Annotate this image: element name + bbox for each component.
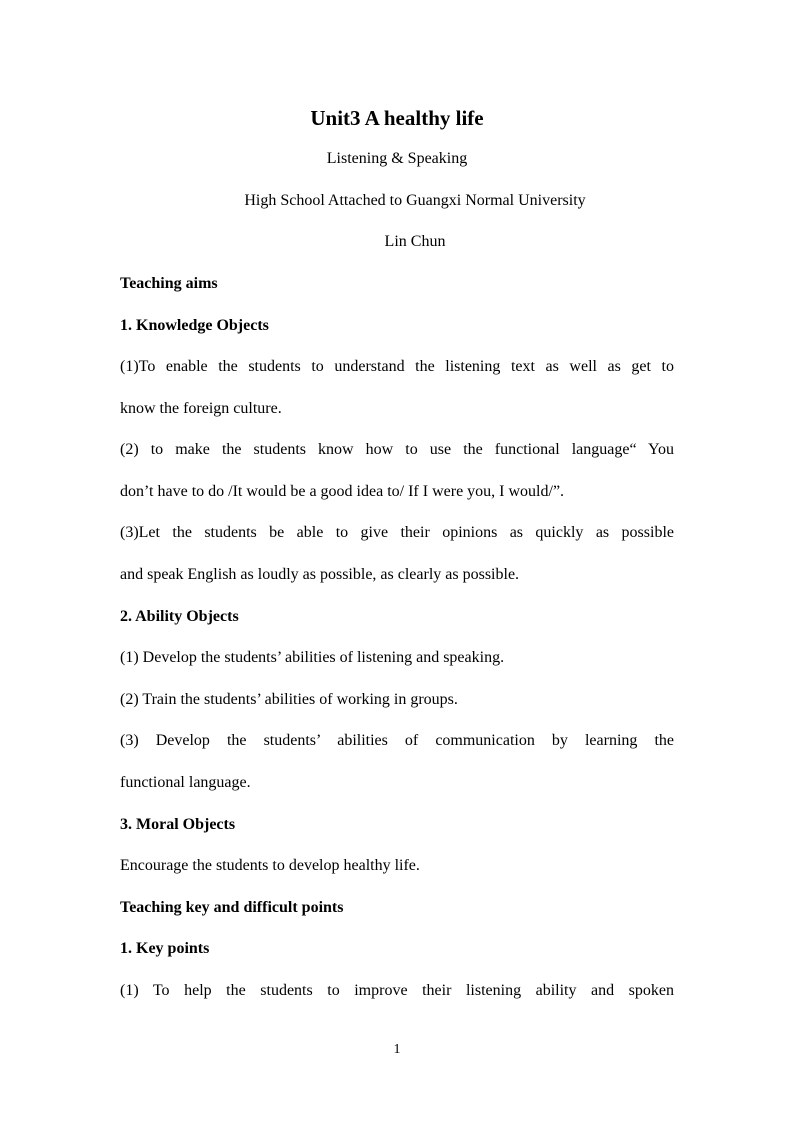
ability-item-2: (2) Train the students’ abilities of working in groups.: [120, 691, 458, 708]
document-title: Unit3 A healthy life: [310, 106, 484, 130]
knowledge-item-3-line-2: and speak English as loudly as possible, as clearly as possible.: [120, 566, 520, 583]
moral-item-1: Encourage the students to develop healthy life.: [120, 857, 420, 874]
key-points-heading: 1. Key points: [120, 940, 210, 957]
knowledge-item-2-line-2: don’t have to do /It would be a good idea to/ If I were you, I would/”.: [120, 483, 565, 500]
ability-item-3-line-2: functional language.: [120, 774, 251, 791]
document-subtitle: Listening & Speaking: [326, 150, 468, 167]
knowledge-item-2-line-1: (2) to make the students know how to use the functional language“ You: [120, 441, 674, 458]
knowledge-item-3-line-1: (3)Let the students be able to give their opinions as quickly as possible: [120, 524, 674, 541]
ability-item-1: (1) Develop the students’ abilities of listening and speaking.: [120, 649, 505, 666]
school-name: High School Attached to Guangxi Normal University: [244, 192, 586, 209]
moral-objects-heading: 3. Moral Objects: [120, 816, 236, 833]
knowledge-objects-heading: 1. Knowledge Objects: [120, 317, 269, 334]
ability-item-3-line-1: (3) Develop the students’ abilities of communication by learning the: [120, 732, 674, 749]
teaching-aims-heading: Teaching aims: [120, 275, 218, 292]
page-number: 1: [393, 1042, 401, 1057]
key-point-item-1-line-1: (1) To help the students to improve their listening ability and spoken: [120, 982, 674, 999]
author-name: Lin Chun: [384, 233, 446, 250]
knowledge-item-1-line-1: (1)To enable the students to understand the listening text as well as get to: [120, 358, 674, 375]
ability-objects-heading: 2. Ability Objects: [120, 608, 239, 625]
knowledge-item-1-line-2: know the foreign culture.: [120, 400, 282, 417]
key-difficult-points-heading: Teaching key and difficult points: [120, 899, 344, 916]
